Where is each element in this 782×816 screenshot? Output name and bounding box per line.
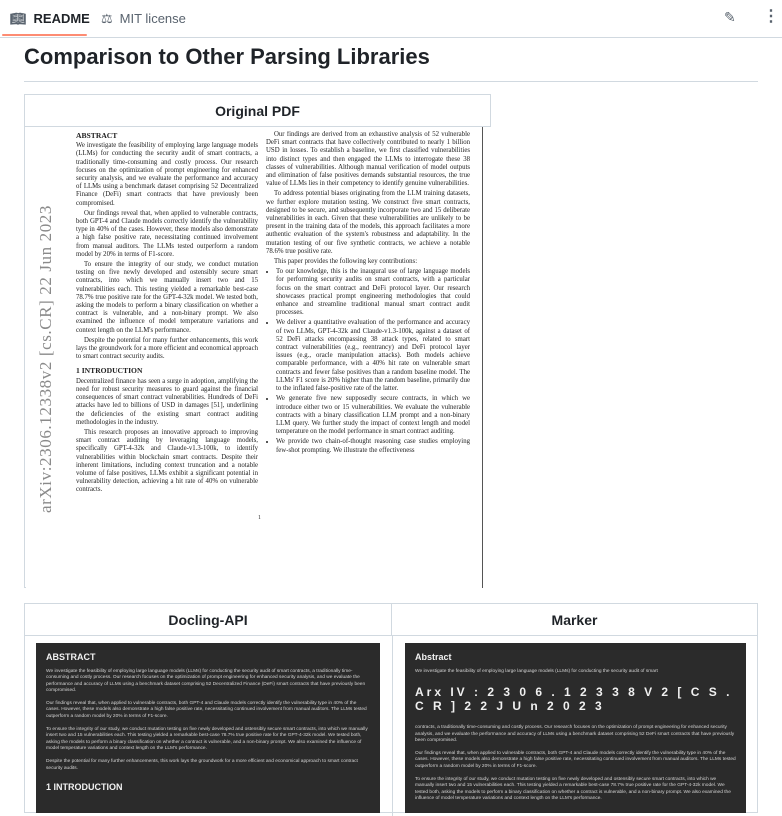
- pdf-left-column: [76, 131, 258, 511]
- pdf-paragraph: Despite the potential for many further enhancements, this work lays the groundwork for a more efficient and economical approach to smart contract security audits.: [76, 336, 258, 361]
- section-heading: Comparison to Other Parsing Libraries: [24, 44, 430, 69]
- pdf-abstract-heading: ABSTRACT: [76, 131, 118, 140]
- pdf-paragraph: This research proposes an innovative approach to improving smart contract auditing by leveraging language models, specifically GPT-4-32k and Claude-v1.3-100k, to identify vulnerabilities within blockchain smart contracts. Despite their inherent limitations, including context truncation and a notable volume of false positives, LLMs exhibit a significant potential in vulnerability detection, achieving a hit rate of 40% on vulnerable contracts.: [76, 428, 258, 494]
- pdf-paragraph: This paper provides the following key contributions:: [274, 258, 418, 266]
- active-tab-underline: [2, 34, 87, 36]
- original-pdf-image: [26, 127, 491, 588]
- docling-paragraph: We investigate the feasibility of employing large language models (LLMs) for conducting the security audit of smart contracts, a traditionally time-consuming and costly process. Our research focuses on the optimization of prompt engineering for enhanced security analysis, and we evaluate the performance and accuracy of LLMs using a benchmark dataset comprising 52 Decentralized Finance (DeFi) smart contracts that have previously been compromised.: [46, 669, 366, 693]
- book-icon: 📖︎: [10, 10, 27, 26]
- original-pdf-table: [24, 94, 491, 588]
- heading-divider: [24, 81, 758, 82]
- docling-paragraph: Despite the potential for many further enhancements, this work lays the groundwork for a more efficient and economical approach to smart contract security audits.: [46, 759, 358, 771]
- list-item: • We provide two chain-of-thought reasoning case studies employing few-shot prompting. We illustrate the effectiveness: [276, 438, 470, 454]
- docling-abstract-heading: ABSTRACT: [46, 652, 96, 662]
- list-item: • To our knowledge, this is the inaugural use of large language models for performing security audits on smart contracts, with a particular focus on the smart contract and DeFi protocol layer. Our research showcases practical prompt engineering methodologies that could enhance and streamline traditional manual smart contract audit processes.: [276, 268, 470, 317]
- pdf-paragraph: Decentralized finance has seen a surge in adoption, amplifying the need for robust security measures to guard against the financial consequences of smart contract vulnerabilities. Hundreds of DeFi attacks have led to billions of USD in damages [51], underlining the deficiencies of the existing smart contract auditing methodologies in the industry.: [76, 377, 258, 426]
- docling-paragraph: Our findings reveal that, when applied to vulnerable contracts, both GPT-4 and Claude models correctly identify the vulnerability type in 40% of the cases. However, these models also demonstrate a high false positive rate, necessitating continued involvement from manual auditors. The LLMs tested outperform a random model by 20% in terms of F1-score.: [46, 701, 367, 719]
- pencil-icon[interactable]: ✎︎: [724, 9, 736, 25]
- list-item: • We generate five new supposedly secure contracts, in which we introduce either two or 15 vulnerabilities. We evaluate the vulnerable contracts with a binary classification LLM prompt and a non-binary LLM query. We further study the impact of context length and model temperature on the model performance in smart contract auditing.: [276, 395, 470, 436]
- tab-license-label: MIT license: [119, 11, 186, 26]
- original-pdf-header: Original PDF: [25, 95, 490, 127]
- marker-arxiv-line: Arx IV : 2 3 0 6 . 1 2 3 3 8 V 2 [ C S . C R ] 2 2 J U n 2 0 2 3: [415, 685, 733, 714]
- pdf-paragraph: Our findings reveal that, when applied to vulnerable contracts, both GPT-4 and Claude models correctly identify the vulnerability type in 40% of the cases. However, these models also demonstrate a high false positive rate, necessitating continued involvement from manual auditors. The LLMs tested outperform a random model by 20% in terms of F1-score.: [76, 209, 258, 258]
- tab-readme-label: README: [33, 11, 90, 26]
- marker-header: Marker: [392, 604, 757, 636]
- readme-tab-bar: [0, 0, 782, 38]
- pdf-paragraph: To ensure the integrity of our study, we conduct mutation testing on five newly developed and ostensibly secure smart contracts, into which we manually insert two and 15 vulnerabilities each. This testing yielded a remarkable best-case 78.7% true positive rate for the GPT-4-32k model. We tested both, asking the models to perform a binary classification on whether a contract is vulnerable, and a non-binary prompt. We also examined the influence of model temperature variations and context length on the LLM's performance.: [76, 261, 258, 334]
- pdf-intro-heading: 1 INTRODUCTION: [76, 366, 143, 376]
- pdf-paragraph: Our findings are derived from an exhaustive analysis of 52 vulnerable DeFi smart contracts that have collectively contributed to nearly 1 billion USD in losses. To establish a baseline, we first classified vulnerabilities into distinct types and then engaged the LLMs to interrogate these 38 classes of vulnerabilities. Although manual verification of model outputs and elimination of false positives demands substantial resources, the true value of LLMs lies in their competency to identify genuine vulnerabilities.: [266, 131, 470, 188]
- docling-paragraph: To ensure the integrity of our study, we conduct mutation testing on five newly developed and ostensibly secure smart contracts, into which we manually insert two and 15 vulnerabilities each. This testing yielded a remarkable best-case 78.7% true positive rate for the GPT-4-32k model. We tested both, asking the models to perform a binary classification on whether a contract is vulnerable, and a non-binary prompt. We also examined the influence of model temperature variations and context length on the LLM's performance.: [46, 727, 368, 751]
- marker-abstract-heading: Abstract: [415, 652, 452, 662]
- docling-api-header: Docling-API: [25, 604, 392, 636]
- marker-paragraph: We investigate the feasibility of employing large language models (LLMs) for conducting the security audit of smart: [415, 669, 658, 674]
- scale-icon: ⚖︎: [101, 10, 113, 26]
- tab-license[interactable]: [101, 0, 186, 37]
- docling-intro-heading: 1 INTRODUCTION: [46, 781, 123, 792]
- column-divider: [392, 636, 393, 816]
- pdf-page-number: 1: [258, 515, 261, 521]
- list-item: • We deliver a quantitative evaluation of the performance and accuracy of two LLMs, GPT-4-32k and Claude-v1.3-100k, against a dataset of 52 DeFi attacks encompassing 38 attack types, related to smart contract vulnerabilities (e.g., reentrancy) and DeFi protocol layer issues (e.g., oracle manipulation attacks). Both models achieve comparable performance, with a 40% hit rate on vulnerable smart contracts and fewer false positives than a random baseline model. The LLMs' F1 score is 20% higher than the random baseline, primarily due to the inflated false-positive rate of the latter.: [276, 319, 470, 393]
- arxiv-stamp: arXiv:2306.12338v2 [cs.CR] 22 Jun 2023: [36, 205, 55, 514]
- pdf-page-edge: [482, 127, 483, 588]
- tab-readme[interactable]: [10, 0, 90, 37]
- marker-output-image: [405, 643, 746, 813]
- docling-output-image: [36, 643, 380, 813]
- pdf-contribution-list: [266, 268, 470, 454]
- parser-comparison-table: [24, 603, 758, 813]
- pdf-paragraph: We investigate the feasibility of employing large language models (LLMs) for conducting the security audit of smart contracts, a traditionally time-consuming and costly process. Our research focuses on the optimization of prompt engineering for enhanced security analysis, and we evaluate the performance and accuracy of LLMs using a benchmark dataset comprising 52 Decentralized Finance (DeFi) smart contracts that have previously been compromised.: [76, 142, 258, 207]
- marker-paragraph: Our findings reveal that, when applied to vulnerable contracts, both GPT-4 and Claude models correctly identify the vulnerability type in 40% of the cases. However, these models also demonstrate a high false positive rate, necessitating continued involvement from manual auditors. The LLMs tested outperform a random model by 20% in terms of F1-score.: [415, 751, 736, 769]
- marker-paragraph: To ensure the integrity of our study, we conduct mutation testing on five newly developed and ostensibly secure smart contracts, into which we manually insert two and 15 vulnerabilities each. This testing yielded a remarkable best-case 78.7% true positive rate for the GPT-4-32k model. We tested both, asking the models to perform a binary classification on whether a contract is vulnerable, and a non-binary prompt. We also examined the influence of model temperature variations and context length on the LLM's performance.: [415, 777, 731, 801]
- kebab-menu-icon[interactable]: ⋮: [763, 8, 778, 25]
- pdf-right-column: [266, 131, 470, 516]
- marker-paragraph: contracts, a traditionally time-consuming and costly process. Our research focuses on the optimization of prompt engineering for enhanced security analysis, and we evaluate the performance and accuracy of LLMs using a benchmark dataset comprising 52 DeFi smart contracts that have previously been compromised.: [415, 725, 735, 743]
- pdf-paragraph: To address potential biases originating from the LLM training datasets, we further explore mutation testing. We construct five smart contracts, designed to be secure, and subsequently incorporate two and 15 deliberate vulnerabilities in each. Given that these vulnerabilities are unlikely to be present in the training data of the models, this approach facilitates a more authentic evaluation of the system's robustness and adaptability. In the mutation testing of our five synthetic contracts, we achieve a notable 78.6% true positive rate.: [266, 190, 470, 255]
